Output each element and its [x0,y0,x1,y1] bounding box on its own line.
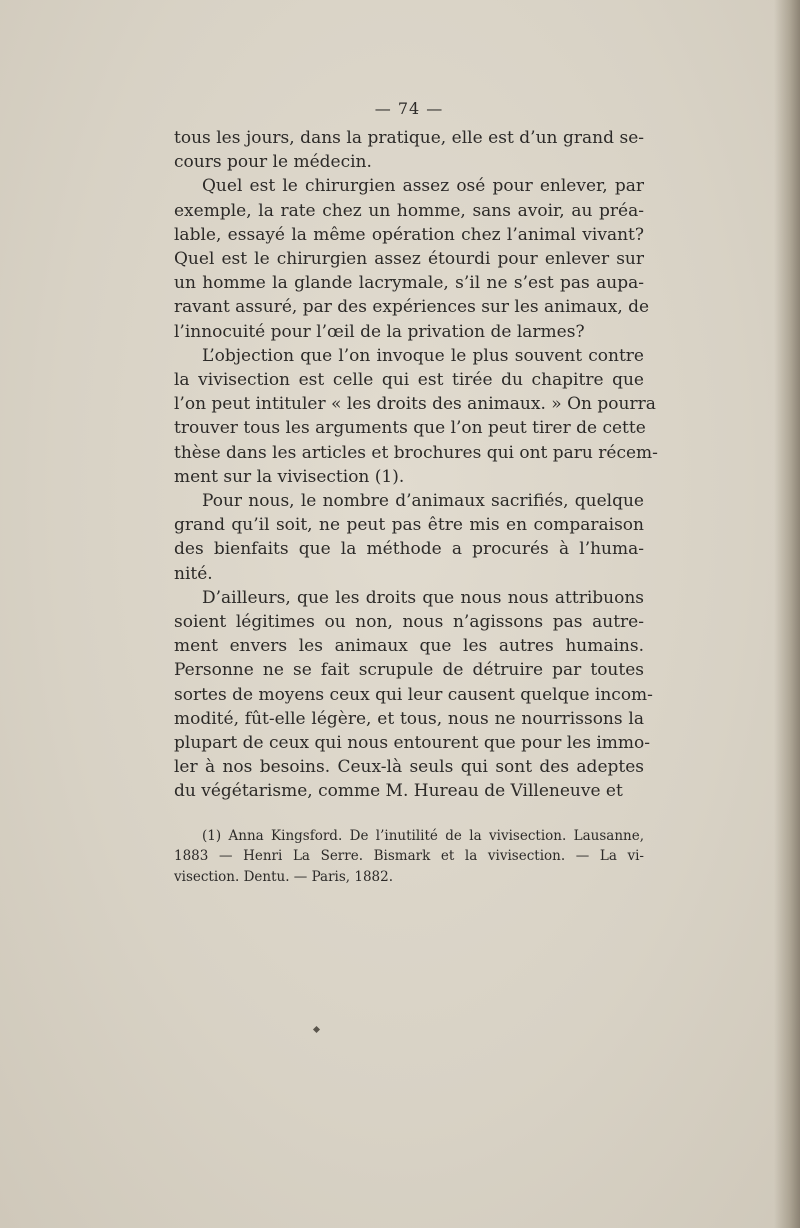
text-line: tous les jours, dans la pratique, elle est d’un grand se- [174,128,644,148]
text-line: Personne ne se fait scrupule de détruire par toutes [174,660,644,681]
text-line: l’innocuité pour l’œil de la privation de larmes? [174,321,585,342]
text-line: ravant assuré, par des expériences sur les animaux, de [174,297,650,318]
page-number: — 74 — [374,99,444,118]
text-line: modité, fût-elle légère, et tous, nous ne nourrissons la [174,708,644,729]
body-text [174,126,658,804]
text-line: lable, essayé la même opération chez l’animal vivant? [174,224,644,245]
footnote [174,826,644,888]
text-line: l’on peut intituler « les droits des animaux. » On pourra [174,394,656,415]
text-line: sortes de moyens ceux qui leur causent quelque incom- [174,684,653,705]
text-line: plupart de ceux qui nous entourent que pour les immo- [174,733,651,754]
text-block [174,96,658,887]
text-line: des bienfaits que la méthode a procurés à l’huma- [174,539,644,560]
ink-speck [313,1026,320,1033]
text-line: ler à nos besoins. Ceux-là seuls qui sont des adeptes [174,757,644,778]
text-line: soient légitimes ou non, nous n’agissons pas autre- [174,612,644,633]
text-line: cours pour le médecin. [174,152,372,173]
text-line: grand qu’il soit, ne peut pas être mis en comparaison [174,515,644,536]
text-line: ment envers les animaux que les autres humains. [174,636,644,657]
paragraph [174,586,653,804]
text-line: D’ailleurs, que les droits que nous nous attribuons [202,587,644,608]
text-line: Quel est le chirurgien assez étourdi pour enlever sur [174,249,644,270]
text-line: la vivisection est celle qui est tirée du chapitre que [174,370,644,391]
page-spine-shadow [774,0,800,1228]
text-line: du végétarisme, comme M. Hureau de Villeneuve et [174,781,623,802]
text-line: exemple, la rate chez un homme, sans avoir, au préa- [174,200,644,221]
text-line: Quel est le chirurgien assez osé pour enlever, par [202,176,644,197]
footnote-line: visection. Dentu. — Paris, 1882. [174,868,394,885]
text-line: ment sur la vivisection (1). [174,466,405,487]
text-line: Pour nous, le nombre d’animaux sacrifiés, quelque [202,491,644,512]
footnote-line: (1) Anna Kingsford. De l’inutilité de la vivisection. Lausanne, [202,827,644,844]
text-line: nité. [174,563,213,584]
paragraph [174,344,658,489]
text-line: L’objection que l’on invoque le plus souvent contre [202,345,644,366]
paragraph [174,489,644,586]
text-line: un homme la glande lacrymale, s’il ne s’est pas aupa- [174,273,644,294]
text-line: trouver tous les arguments que l’on peut tirer de cette [174,418,646,439]
paragraph [174,126,644,174]
footnote-line: 1883 — Henri La Serre. Bismark et la vivisection. — La vi- [174,848,644,865]
paragraph [174,174,650,343]
text-line: thèse dans les articles et brochures qui ont paru récem- [174,442,658,463]
